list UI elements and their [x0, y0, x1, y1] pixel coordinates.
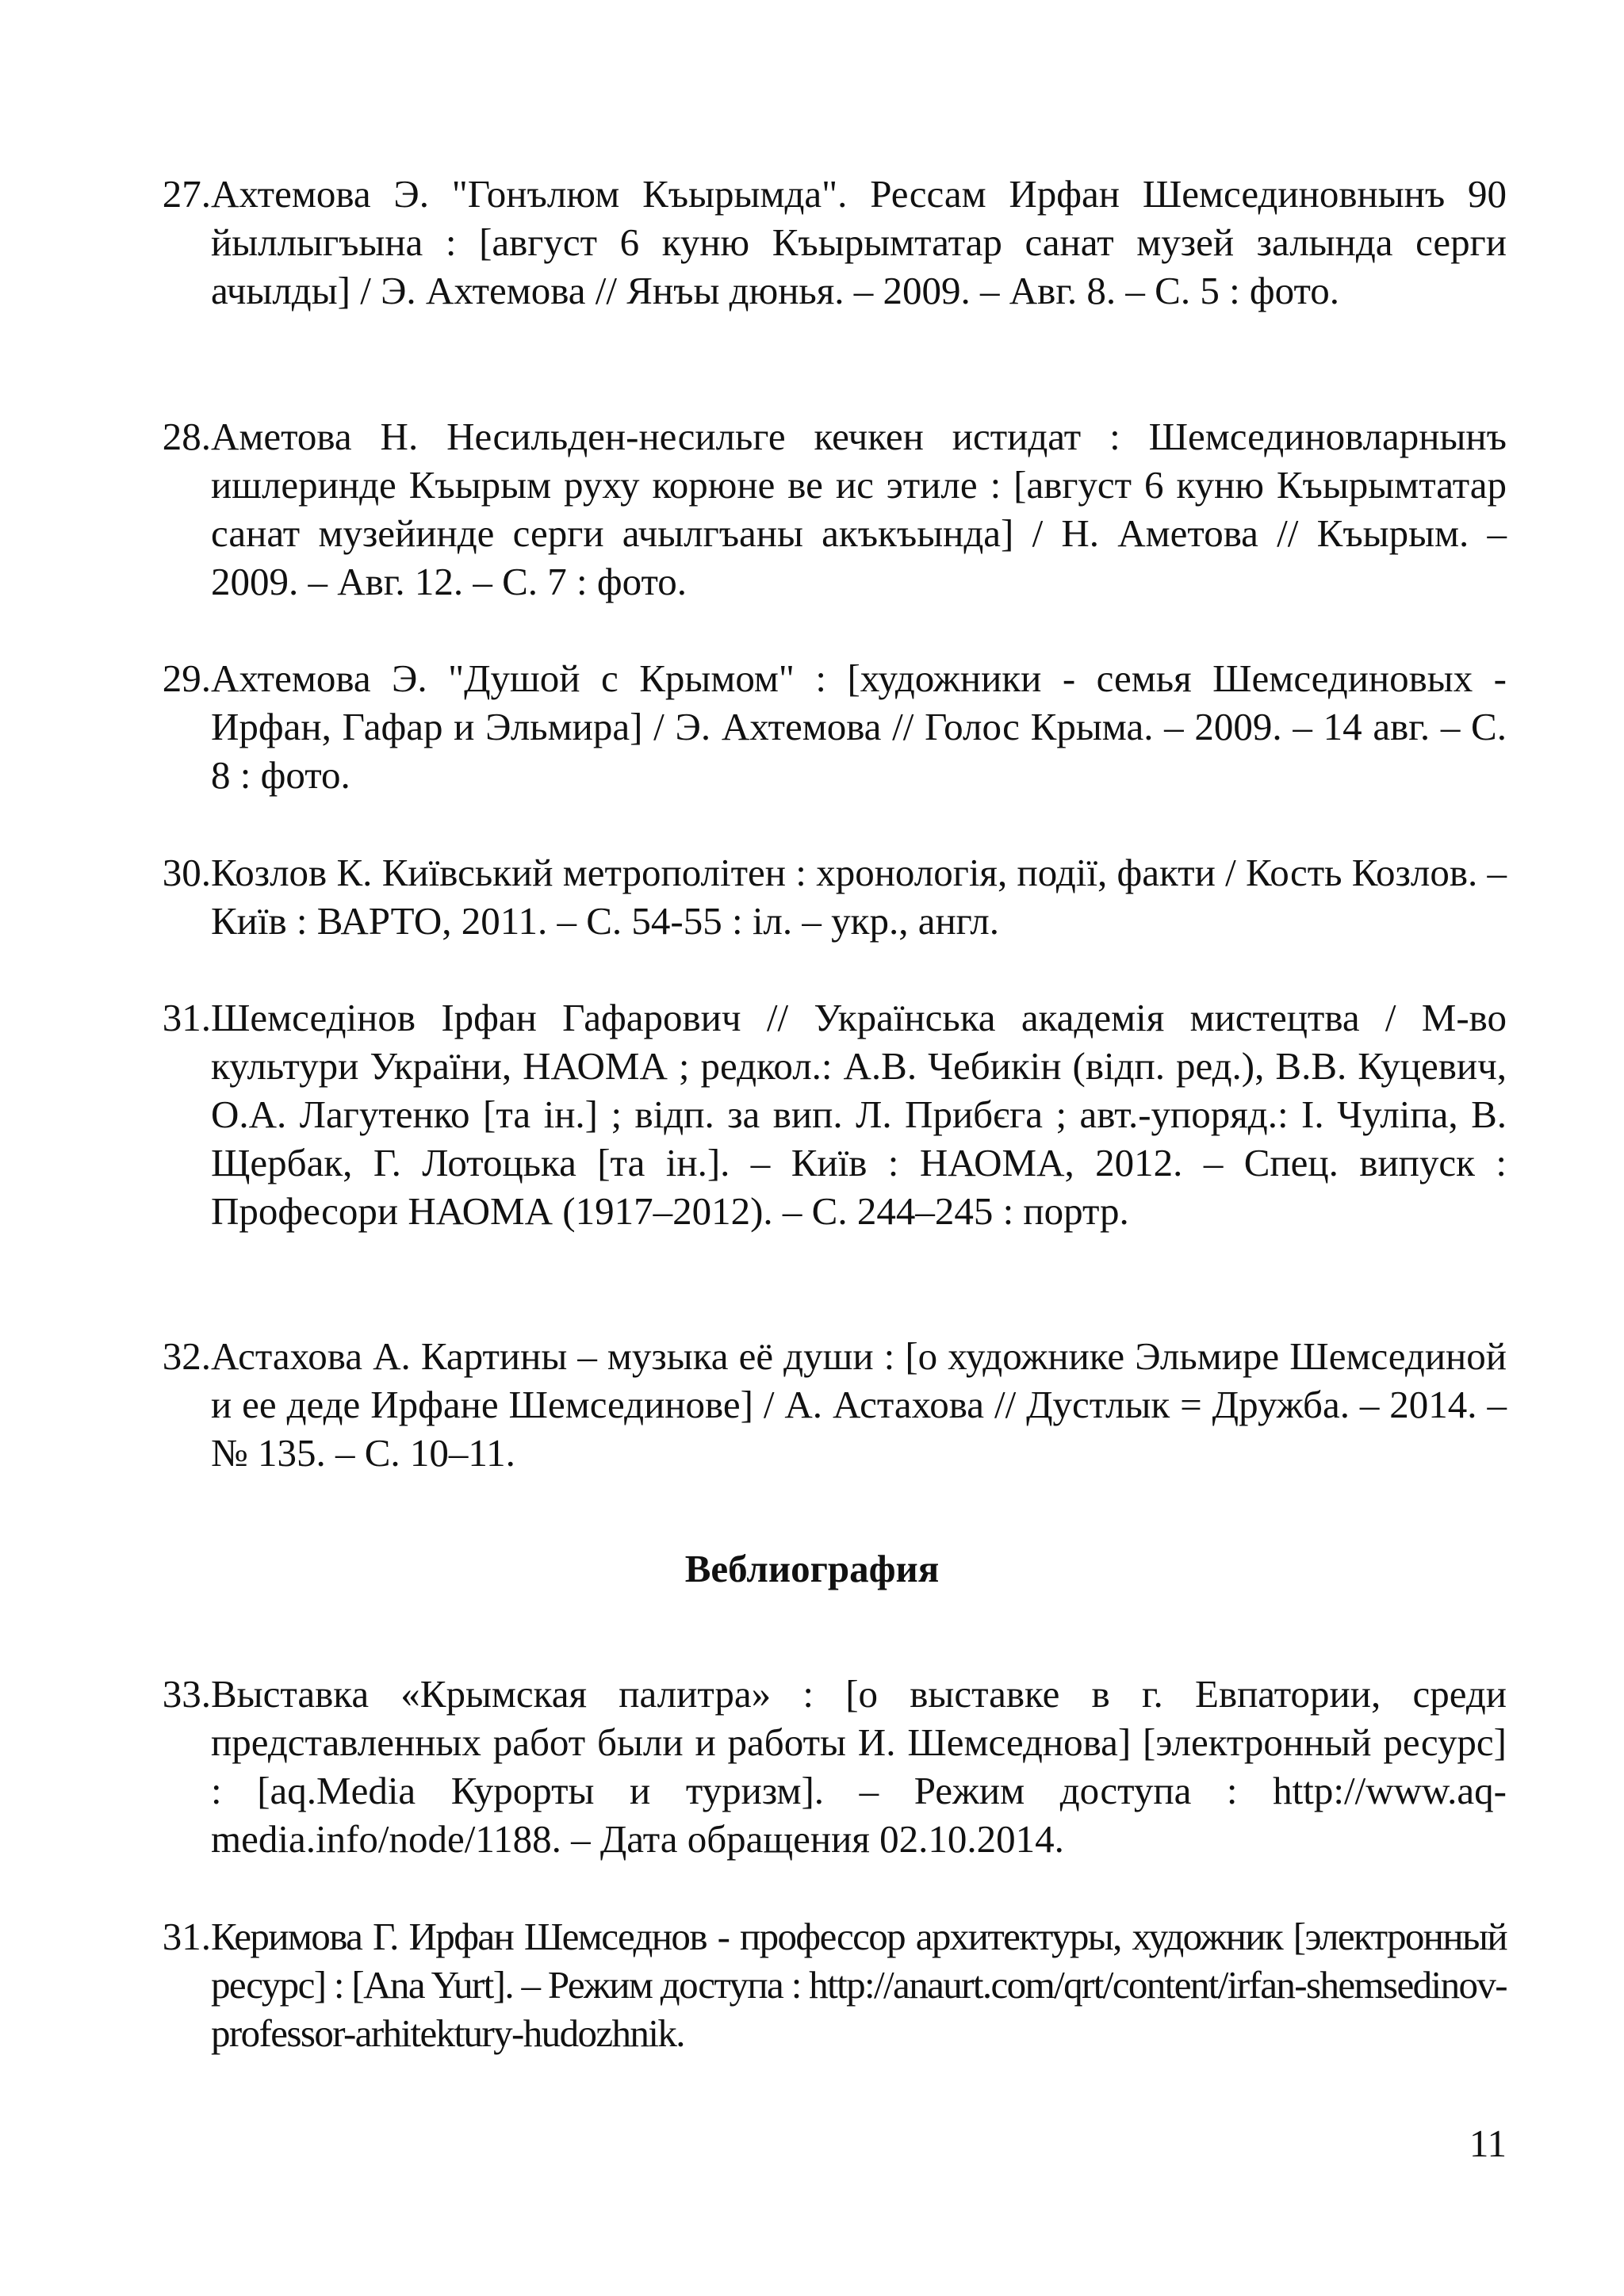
entry-text: Керимова Г. Ирфан Шемседнов - профессор архитектуры, художник [электронный ресурс] : [Ana Yurt]. – Режим доступа : http://anaurt.com/qrt/content/irfan-shemsedinov-professor-arhitektury-hudozhnik. [211, 1915, 1507, 2055]
entry-number: 29. [162, 656, 211, 700]
bibliography-entry [140, 654, 1507, 799]
bibliography-entry [140, 993, 1507, 1235]
bibliography-entry [140, 1332, 1507, 1477]
bibliography-entry [140, 848, 1507, 945]
web-bibliography-entry [140, 1670, 1507, 1863]
web-bibliography-entry [140, 1912, 1507, 2057]
section-heading: Веблиография [684, 1547, 940, 1590]
entry-text: Астахова А. Картины – музыка её души : [о художнике Эльмире Шемсединой и ее деде Ирфане Шемсединове] / А. Астахова // Дустлык = Дружба. – 2014. – № 135. – С. 10–11. [211, 1334, 1507, 1475]
entry-text: Ахтемова Э. "Гонълюм Къырымда". Рессам Ирфан Шемсединовнынъ 90 йыллыгъына : [август 6 куню Къырымтатар санат музей залында серги ачылды] / Э. Ахтемова // Янъы дюнья. – 2009. – Авг. 8. – С. 5 : фото. [211, 172, 1507, 312]
entry-number: 27. [162, 172, 211, 216]
entry-number: 32. [162, 1334, 211, 1378]
entry-number: 28. [162, 415, 211, 458]
entry-number: 30. [162, 851, 211, 894]
entry-number: 33. [162, 1672, 211, 1716]
entry-text: Аметова Н. Несильден-несильге кечкен истидат : Шемсединовларнынъ ишлеринде Къырым руху корюне ве ис этиле : [август 6 куню Къырымтатар санат музейинде серги ачылгъаны акъкъында] / Н. Аметова // Къырым. – 2009. – Авг. 12. – С. 7 : фото. [211, 415, 1507, 603]
bibliography-entry [140, 412, 1507, 606]
entry-text: Ахтемова Э. "Душой с Крымом" : [художники - семья Шемсединовых - Ирфан, Гафар и Эльмира] / Э. Ахтемова // Голос Крыма. – 2009. – 14 авг. – С. 8 : фото. [211, 656, 1507, 797]
entry-number: 31. [162, 996, 211, 1039]
entry-text: Козлов К. Київський метрополітен : хронологія, події, факти / Кость Козлов. – Київ : ВАРТО, 2011. – С. 54-55 : іл. – укр., англ. [211, 851, 1507, 943]
entry-text: Выставка «Крымская палитра» : [о выставке в г. Евпатории, среди представленных работ были и работы И. Шемседнова] [электронный ресурс] : [aq.Media Курорты и туризм]. – Режим доступа : http://www.aq-media.info/node/1188. – Дата обращения 02.10.2014. [211, 1672, 1507, 1861]
bibliography-entry [140, 170, 1507, 315]
page-number: 11 [1469, 2122, 1507, 2165]
entry-text: Шемседінов Ірфан Гафарович // Українська академія мистецтва / М-во культури України, НАОМА ; редкол.: А.В. Чебикін (відп. ред.), В.В. Куцевич, О.А. Лагутенко [та ін.] ; відп. за вип. Л. Прибєга ; авт.-упоряд.: І. Чуліпа, В. Щербак, Г. Лотоцька [та ін.]. – Київ : НАОМА, 2012. – Спец. випуск : Професори НАОМА (1917–2012). – С. 244–245 : портр. [211, 996, 1507, 1233]
entry-number: 31. [162, 1915, 211, 1958]
